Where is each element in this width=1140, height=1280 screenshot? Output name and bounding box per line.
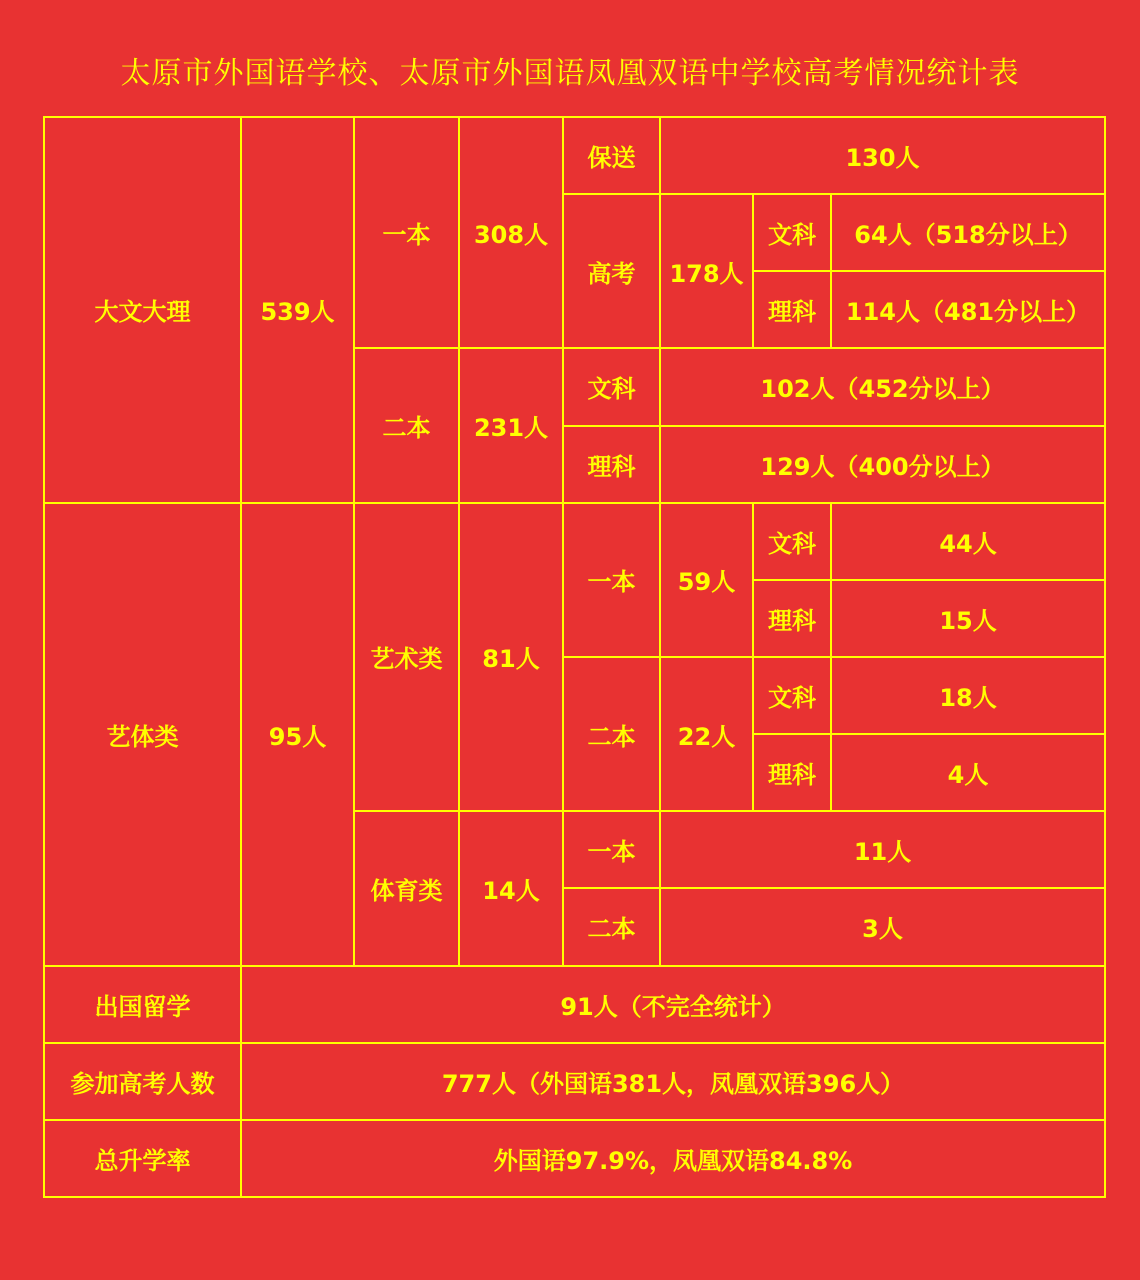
dawendali-yiben-total: 308人 [459, 117, 563, 348]
chuguo-value: 91人（不完全统计） [241, 966, 1105, 1043]
chuguo-label: 出国留学 [44, 966, 241, 1043]
shenglv-value: 外国语97.9%，凤凰双语84.8% [241, 1120, 1105, 1197]
yishu-erben-wenke-value: 18人 [831, 657, 1105, 734]
tiyu-yiben-value: 11人 [660, 811, 1105, 888]
shenglv-label: 总升学率 [44, 1120, 241, 1197]
canjia-label: 参加高考人数 [44, 1043, 241, 1120]
stats-table [43, 116, 1106, 1198]
yishu-yiben-wenke-value: 44人 [831, 503, 1105, 580]
gaokao-total: 178人 [660, 194, 753, 348]
category-yitilei: 艺体类 [44, 503, 241, 966]
yishu-erben-like-label: 理科 [753, 734, 831, 811]
gaokao-like-value: 114人（481分以上） [831, 271, 1105, 348]
gaokao-wenke-value: 64人（518分以上） [831, 194, 1105, 271]
yishu-yiben-like-value: 15人 [831, 580, 1105, 657]
tiyu-yiben-label: 一本 [563, 811, 660, 888]
yishu-yiben-label: 一本 [563, 503, 660, 657]
yishu-erben-total: 22人 [660, 657, 753, 811]
dawendali-total: 539人 [241, 117, 354, 503]
erben-wenke-value: 102人（452分以上） [660, 348, 1105, 425]
gaokao-like-label: 理科 [753, 271, 831, 348]
tiyu-total: 14人 [459, 811, 563, 965]
yishu-total: 81人 [459, 503, 563, 812]
dawendali-erben-total: 231人 [459, 348, 563, 502]
tiyu-erben-label: 二本 [563, 888, 660, 965]
baosong-value: 130人 [660, 117, 1105, 194]
page-title: 太原市外国语学校、太原市外国语凤凰双语中学校高考情况统计表 [120, 56, 1020, 91]
yishu-label: 艺术类 [354, 503, 459, 812]
yishu-yiben-wenke-label: 文科 [753, 503, 831, 580]
yishu-yiben-total: 59人 [660, 503, 753, 657]
baosong-label: 保送 [563, 117, 660, 194]
yishu-erben-wenke-label: 文科 [753, 657, 831, 734]
dawendali-yiben-label: 一本 [354, 117, 459, 348]
category-dawendali: 大文大理 [44, 117, 241, 503]
canjia-value: 777人（外国语381人，凤凰双语396人） [241, 1043, 1105, 1120]
dawendali-erben-label: 二本 [354, 348, 459, 502]
yishu-erben-label: 二本 [563, 657, 660, 811]
erben-like-label: 理科 [563, 426, 660, 503]
gaokao-wenke-label: 文科 [753, 194, 831, 271]
erben-like-value: 129人（400分以上） [660, 426, 1105, 503]
tiyu-label: 体育类 [354, 811, 459, 965]
yishu-erben-like-value: 4人 [831, 734, 1105, 811]
gaokao-label: 高考 [563, 194, 660, 348]
yishu-yiben-like-label: 理科 [753, 580, 831, 657]
tiyu-erben-value: 3人 [660, 888, 1105, 965]
erben-wenke-label: 文科 [563, 348, 660, 425]
yitilei-total: 95人 [241, 503, 354, 966]
